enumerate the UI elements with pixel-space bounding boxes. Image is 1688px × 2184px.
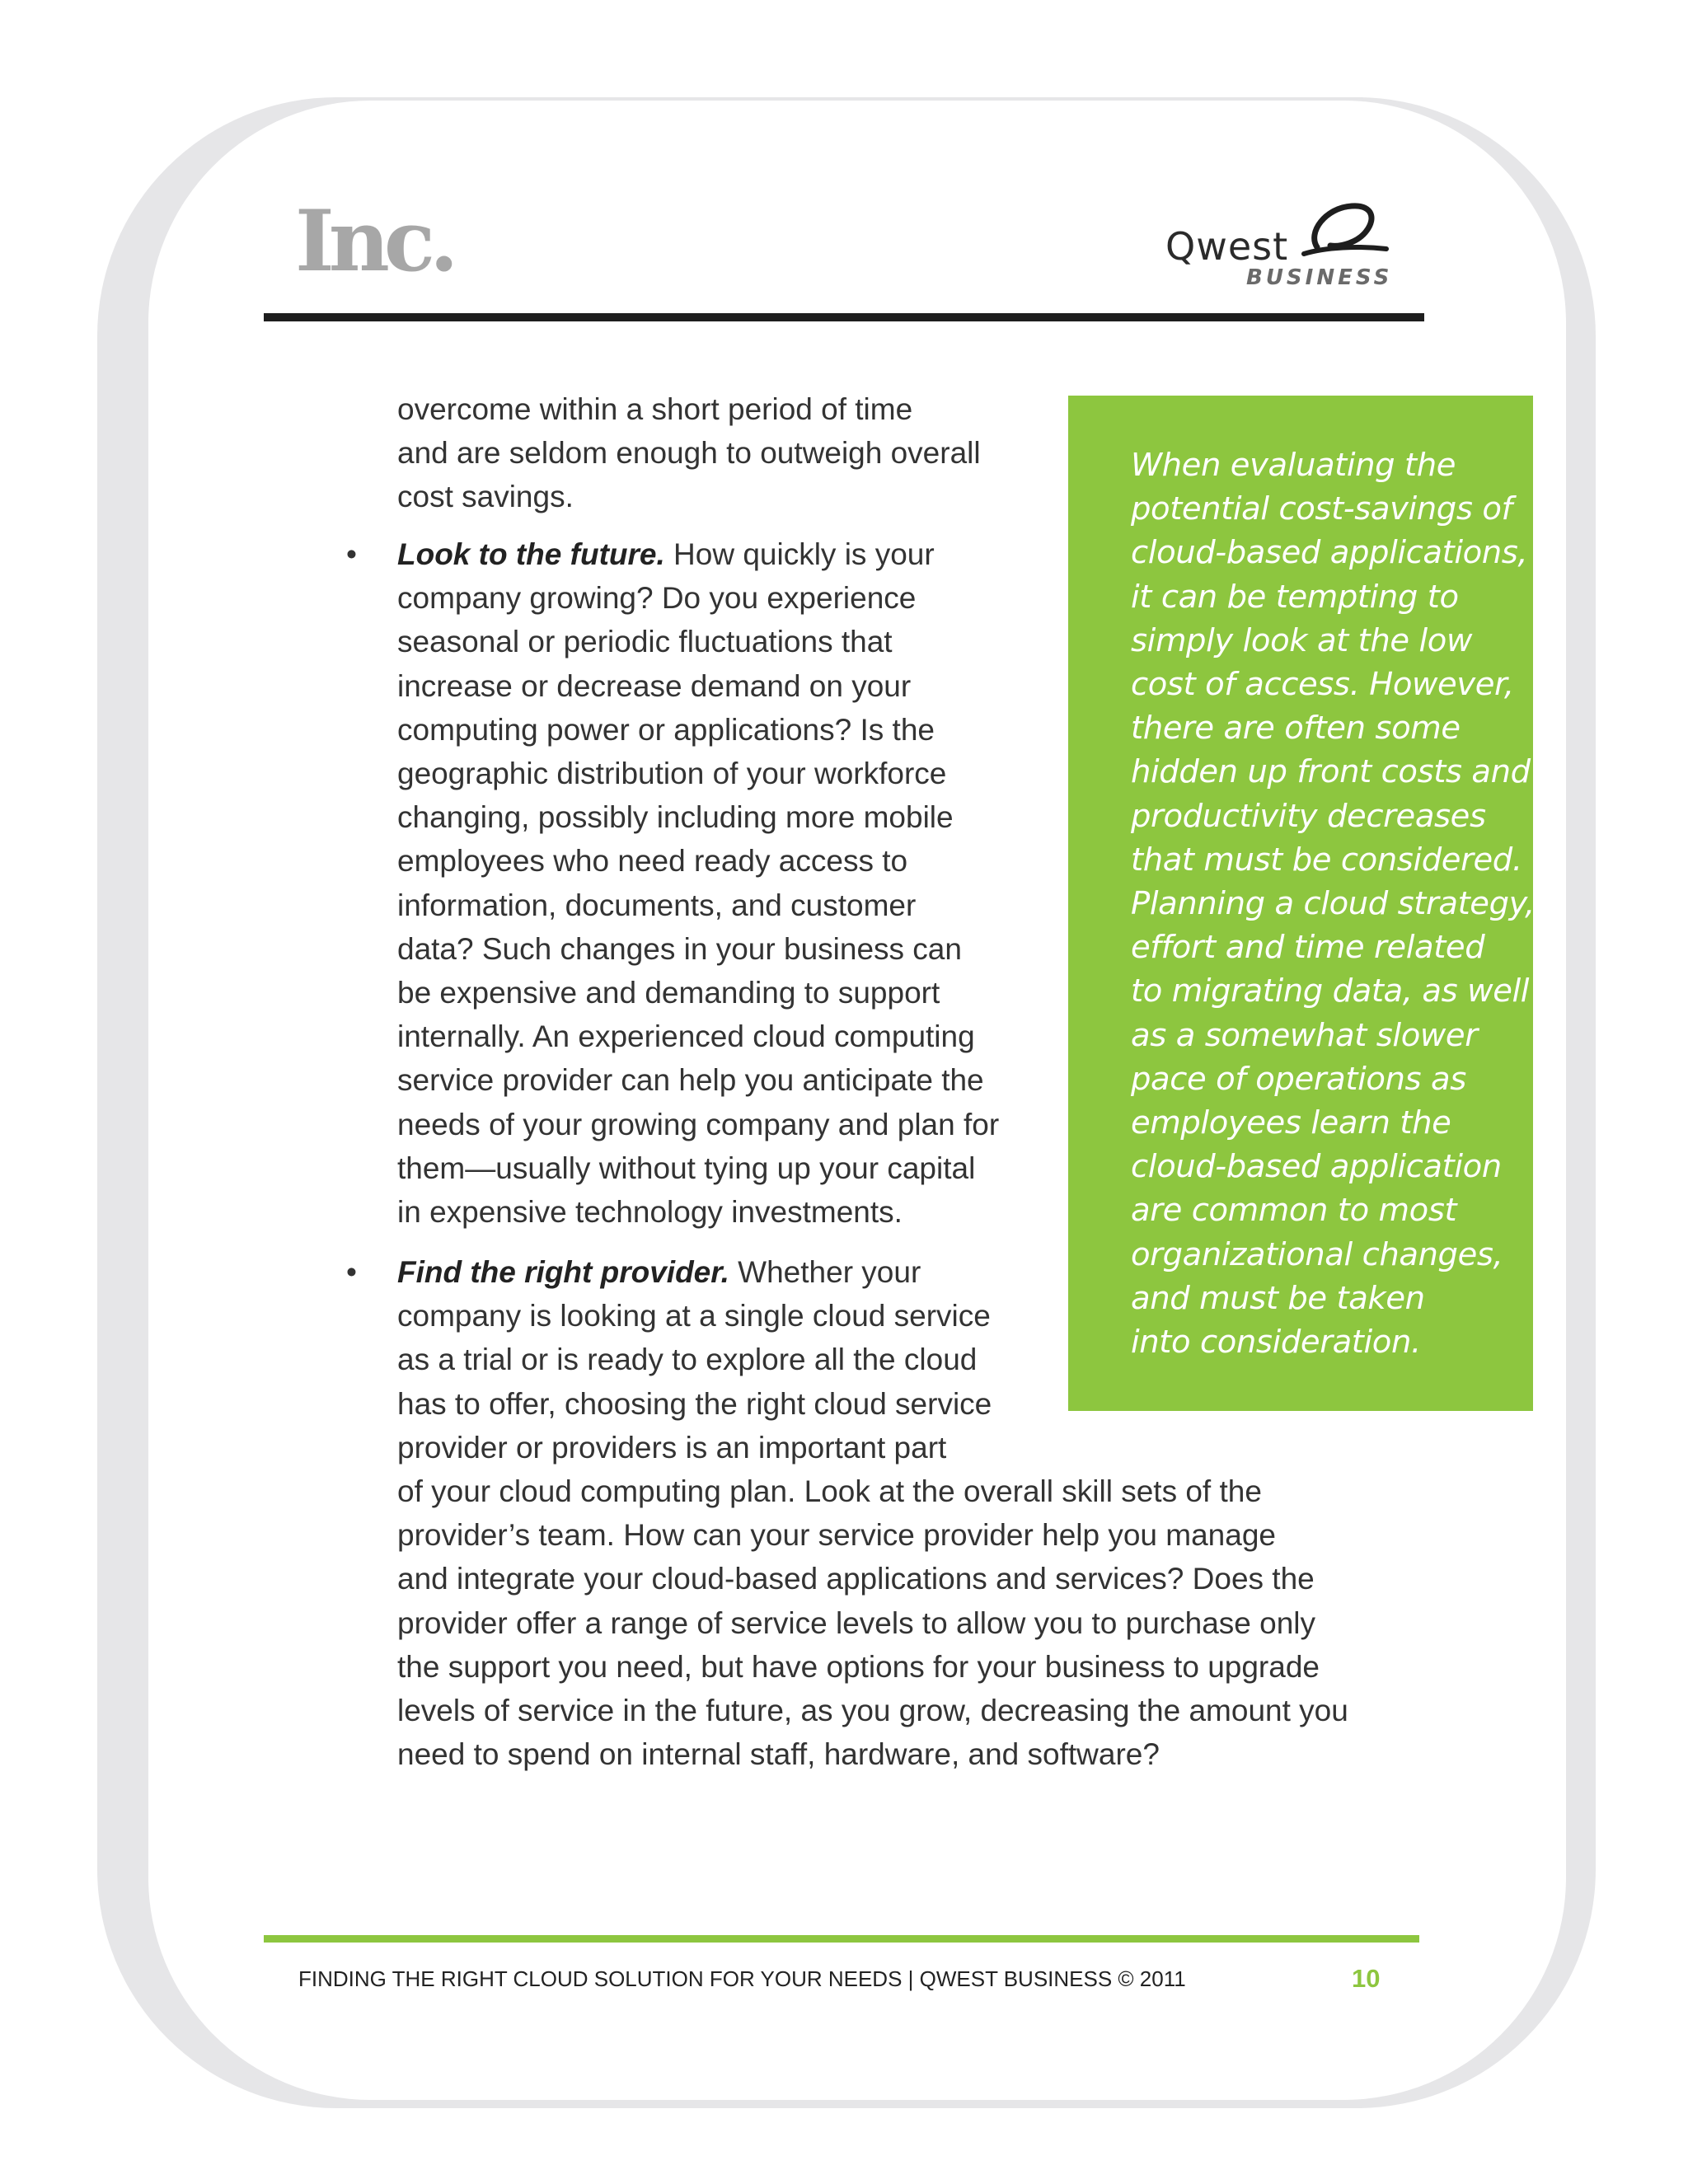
- text-run: Whether your: [729, 1255, 921, 1289]
- text-line: into consideration.: [1131, 1324, 1421, 1361]
- bullet-lead-future: Look to the future.: [397, 537, 665, 571]
- text-line: are common to most: [1131, 1192, 1457, 1230]
- page-number: 10: [1352, 1964, 1381, 1993]
- text-line: and integrate your cloud-based applications and services? Does the: [397, 1562, 1315, 1596]
- pull-quote-box: [1068, 396, 1533, 1411]
- text-line: needs of your growing company and plan for: [397, 1107, 1000, 1141]
- text-line: it can be tempting to: [1131, 578, 1459, 616]
- text-line: internally. An experienced cloud computing: [397, 1019, 975, 1054]
- text-line: simply look at the low: [1131, 621, 1473, 659]
- text-line: hidden up front costs and: [1131, 753, 1531, 791]
- text-line: overcome within a short period of time: [397, 392, 913, 426]
- text-line: levels of service in the future, as you grow, decreasing the amount you: [397, 1694, 1348, 1728]
- text-line: Planning a cloud strategy,: [1131, 885, 1535, 923]
- intro-paragraph: [397, 387, 1024, 519]
- text-line: that must be considered.: [1131, 841, 1522, 879]
- text-line: of your cloud computing plan. Look at the overall skill sets of the: [397, 1474, 1262, 1508]
- text-line: effort and time related: [1131, 929, 1485, 967]
- bullet-marker: •: [346, 1255, 357, 1289]
- text-line: provider’s team. How can your service provider help you manage: [397, 1518, 1276, 1553]
- text-line: [397, 1250, 1024, 1294]
- text-line: increase or decrease demand on your: [397, 668, 912, 703]
- qwest-logo-business: BUSINESS: [1246, 265, 1393, 290]
- text-line: company is looking at a single cloud service: [397, 1299, 991, 1333]
- text-line: company growing? Do you experience: [397, 581, 917, 616]
- text-run: How quickly is your: [664, 537, 935, 571]
- bullet-item-future: [397, 532, 1024, 1234]
- bullet-item-provider: [397, 1250, 1024, 1469]
- text-line: provider offer a range of service levels to allow you to purchase only: [397, 1605, 1316, 1640]
- bullet-item-provider-continued: [397, 1469, 1370, 1776]
- text-line: cost of access. However,: [1131, 666, 1514, 704]
- text-line: and are seldom enough to outweigh overall: [397, 436, 981, 471]
- text-line: need to spend on internal staff, hardware, and software?: [397, 1737, 1160, 1772]
- text-line: organizational changes,: [1131, 1235, 1503, 1273]
- text-line: the support you need, but have options for your business to upgrade: [397, 1649, 1320, 1684]
- text-line: employees who need ready access to: [397, 844, 908, 879]
- text-line: [397, 532, 1024, 576]
- text-line: computing power or applications? Is the: [397, 712, 935, 747]
- text-line: cloud-based applications,: [1131, 534, 1528, 572]
- text-line: geographic distribution of your workforce: [397, 757, 947, 791]
- text-line: pace of operations as: [1131, 1060, 1466, 1098]
- text-line: information, documents, and customer: [397, 888, 917, 922]
- footer-rule: [264, 1935, 1419, 1943]
- text-line: potential cost-savings of: [1131, 490, 1512, 528]
- text-line: seasonal or periodic fluctuations that: [397, 625, 893, 659]
- inc-logo: Inc.: [295, 192, 453, 291]
- text-line: changing, possibly including more mobile: [397, 800, 954, 835]
- bullet-marker: •: [346, 537, 357, 571]
- footer-caption: FINDING THE RIGHT CLOUD SOLUTION FOR YOUR NEEDS | QWEST BUSINESS © 2011: [298, 1966, 1186, 1991]
- text-line: and must be taken: [1131, 1279, 1425, 1317]
- qwest-logo-word: Qwest: [1165, 224, 1289, 269]
- text-line: employees learn the: [1131, 1104, 1451, 1142]
- bullet-lead-provider: Find the right provider.: [397, 1255, 729, 1289]
- text-line: service provider can help you anticipate the: [397, 1063, 984, 1098]
- pull-quote-text: [1131, 443, 1535, 1364]
- text-line: in expensive technology investments.: [397, 1195, 903, 1230]
- text-line: productivity decreases: [1131, 797, 1486, 835]
- text-line: as a trial or is ready to explore all the cloud: [397, 1343, 978, 1377]
- text-line: data? Such changes in your business can: [397, 931, 962, 966]
- text-line: has to offer, choosing the right cloud service: [397, 1386, 992, 1421]
- text-line: as a somewhat slower: [1131, 1016, 1478, 1054]
- qwest-swoosh-icon: [1301, 199, 1391, 265]
- text-line: them—usually without tying up your capital: [397, 1151, 976, 1185]
- qwest-business-logo: [1160, 199, 1400, 290]
- text-line: there are often some: [1131, 710, 1461, 748]
- header-rule: [264, 313, 1424, 321]
- text-line: cost savings.: [397, 480, 574, 514]
- text-line: be expensive and demanding to support: [397, 976, 940, 1010]
- text-line: When evaluating the: [1131, 447, 1456, 484]
- text-line: cloud-based application: [1131, 1148, 1502, 1186]
- text-line: to migrating data, as well: [1131, 972, 1530, 1010]
- text-line: provider or providers is an important part: [397, 1430, 947, 1465]
